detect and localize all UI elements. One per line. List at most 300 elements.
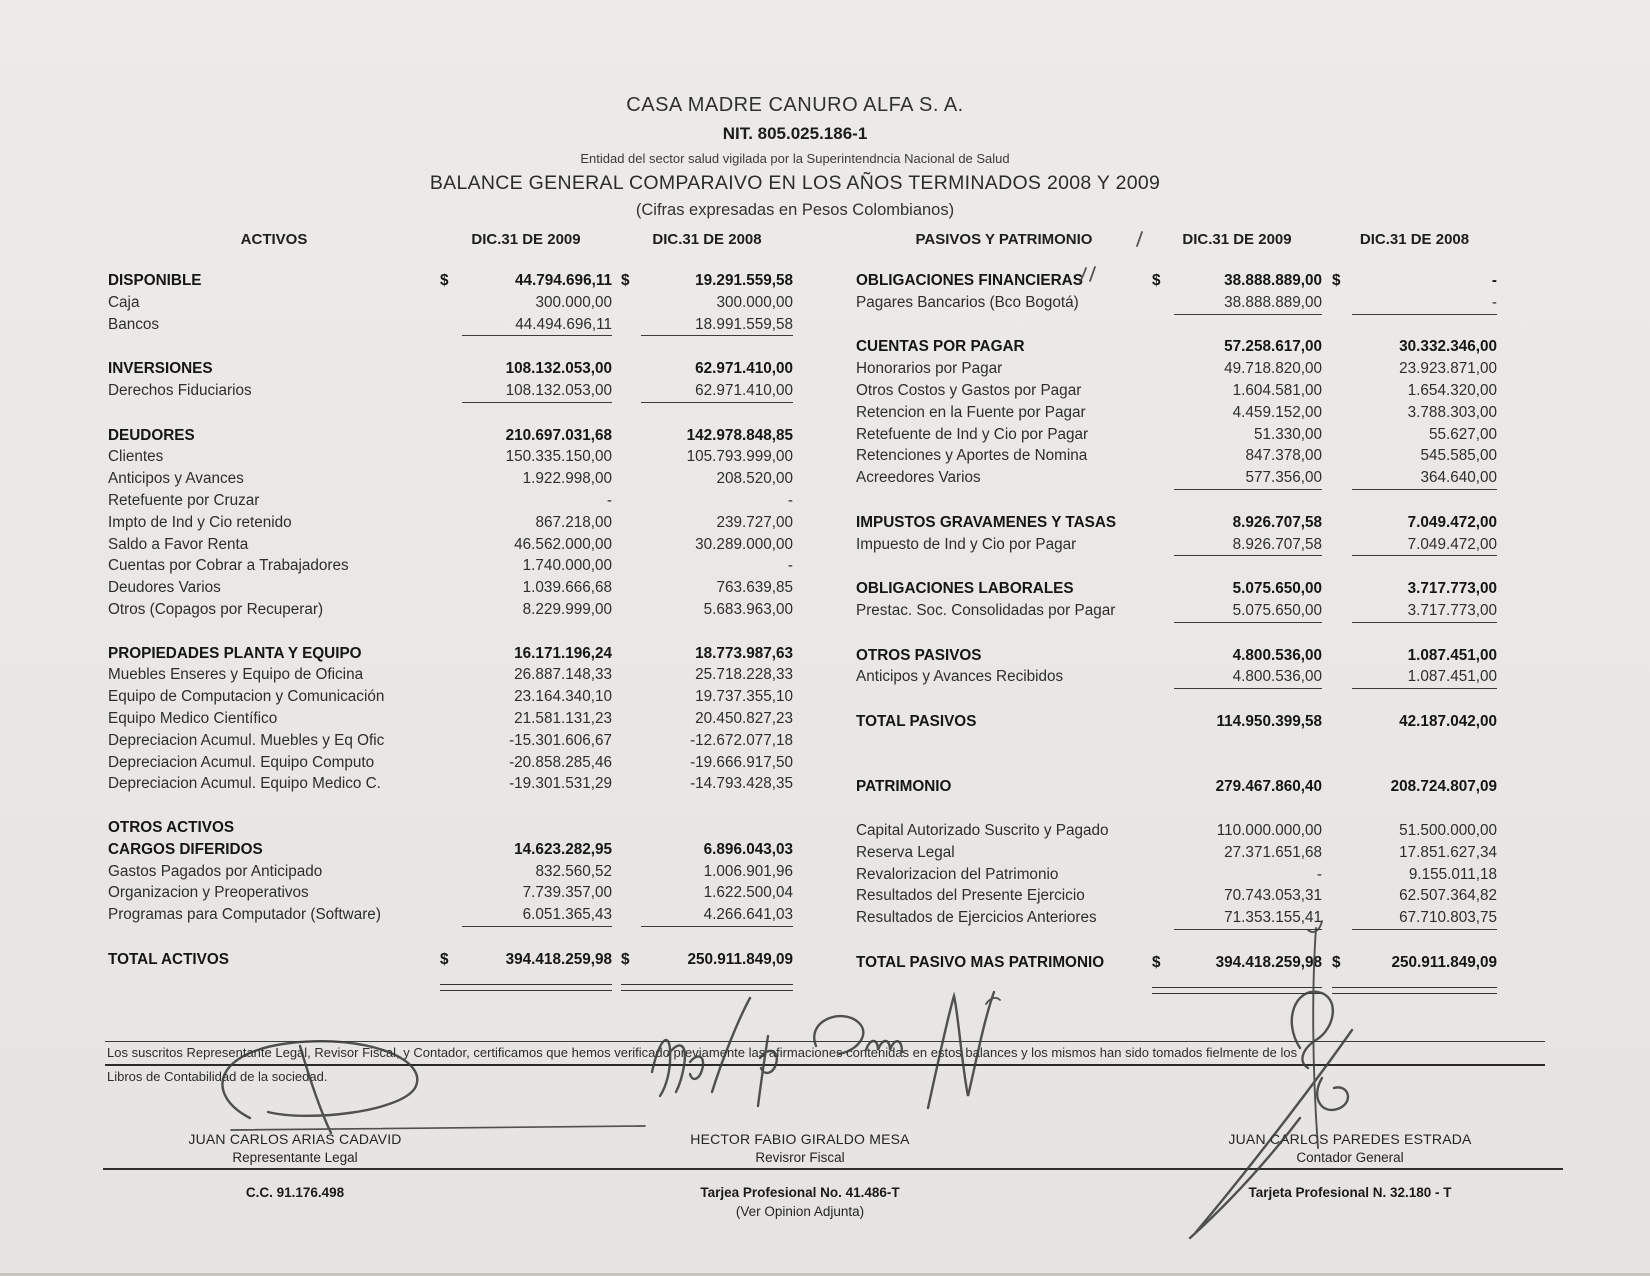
right-item-row <box>856 907 1506 930</box>
column-header-2008: DIC.31 DE 2008 <box>652 231 762 248</box>
right-item-row <box>856 380 1506 402</box>
column-gap <box>1322 512 1332 534</box>
value-2008: 30.332.346,00 <box>1399 338 1497 356</box>
left-total-rule-row <box>108 982 800 991</box>
column-gap <box>1322 864 1332 886</box>
right-spacer-row <box>856 930 1506 952</box>
value-2008: 250.911.849,09 <box>1391 953 1497 971</box>
dollar-sign <box>621 555 641 577</box>
value-2009: 44.794.696,11 <box>515 272 612 289</box>
column-gap <box>1322 842 1332 864</box>
value-2008: 208.520,00 <box>716 470 793 488</box>
right-section-row <box>856 645 1506 667</box>
company-nit: NIT. 805.025.186-1 <box>722 124 868 143</box>
liabilities-panel <box>856 228 1506 994</box>
row-label: Pagares Bancarios (Bco Bogotá) <box>856 293 1079 311</box>
column-gap <box>1322 952 1332 974</box>
value-2009: 1.740.000,00 <box>522 557 612 575</box>
column-gap <box>612 599 621 621</box>
value-2008: 545.585,00 <box>1420 447 1497 465</box>
left-section-row <box>108 949 800 971</box>
value-2009: 1.604.581,00 <box>1232 381 1322 399</box>
row-label: IMPUSTOS GRAVAMENES Y TASAS <box>856 513 1117 531</box>
assets-panel <box>108 228 800 991</box>
value-2008: 105.793.999,00 <box>686 448 793 466</box>
column-gap <box>612 686 621 708</box>
dollar-sign <box>440 752 462 774</box>
column-gap <box>612 752 621 774</box>
row-label: TOTAL PASIVOS <box>856 712 977 730</box>
liabilities-rows <box>856 270 1506 994</box>
value-2009: 46.562.000,00 <box>514 535 612 553</box>
right-item-row <box>856 292 1506 315</box>
value-2009: 108.132.053,00 <box>505 360 612 378</box>
left-section-row <box>108 839 800 861</box>
row-label: Impto de Ind y Cio retenido <box>108 513 292 531</box>
value-2008 <box>641 817 793 839</box>
row-label: Depreciacion Acumul. Equipo Computo <box>108 753 375 771</box>
value-2009: 210.697.031,68 <box>505 426 612 444</box>
dollar-sign: $ <box>1332 272 1341 289</box>
right-section-row <box>856 578 1506 600</box>
total-double-rule <box>1152 987 1322 994</box>
value-2009: 8.926.707,58 <box>1174 534 1322 557</box>
certification-line1: Los suscritos Representante Legal, Revisor Fiscal, y Contador, certificamos que hemos verificado previamente las afirmaciones contenidas en estos balances y los mismos han sido tomados fielmente de los <box>105 1041 1545 1066</box>
dollar-sign <box>621 882 641 904</box>
dollar-sign <box>1332 292 1352 315</box>
row-label: Saldo a Favor Renta <box>108 535 249 553</box>
value-2009: 577.356,00 <box>1174 467 1322 490</box>
column-gap <box>612 228 621 252</box>
column-gap <box>612 839 621 861</box>
dollar-sign <box>1152 907 1174 930</box>
column-gap <box>612 358 621 380</box>
row-label: TOTAL ACTIVOS <box>108 950 229 968</box>
value-2009: 14.623.282,95 <box>514 840 612 858</box>
value-2008: -12.672.077,18 <box>690 731 793 749</box>
assets-column-headers <box>108 228 800 252</box>
dollar-sign <box>621 664 641 686</box>
dollar-sign <box>1152 645 1174 667</box>
liabilities-column-headers <box>856 228 1506 252</box>
column-gap <box>1322 467 1332 490</box>
dollar-sign <box>1152 666 1174 689</box>
value-2009: 114.950.399,58 <box>1216 712 1322 730</box>
row-label: Equipo de Computacion y Comunicación <box>108 688 385 706</box>
dollar-sign: $ <box>440 950 449 968</box>
row-label: Deudores Varios <box>108 579 221 597</box>
value-2008: 1.087.451,00 <box>1352 666 1497 689</box>
left-item-row <box>108 708 800 730</box>
dollar-sign <box>1152 402 1174 424</box>
dollar-sign <box>1152 336 1174 358</box>
value-2009: 5.075.650,00 <box>1232 580 1322 598</box>
value-2008: 30.289.000,00 <box>695 535 793 553</box>
left-item-row <box>108 577 800 599</box>
right-spacer-row <box>856 798 1506 820</box>
column-gap <box>1322 270 1332 292</box>
dollar-sign: $ <box>440 272 449 289</box>
column-header-2009: DIC.31 DE 2009 <box>471 231 581 248</box>
column-gap <box>612 446 621 468</box>
column-gap <box>612 577 621 599</box>
row-label: Anticipos y Avances <box>108 470 244 488</box>
value-2008: 364.640,00 <box>1352 467 1497 490</box>
row-label: Resultados de Ejercicios Anteriores <box>856 909 1097 927</box>
dollar-sign <box>1332 907 1352 930</box>
value-2009: 1.039.666,68 <box>522 579 612 597</box>
column-gap <box>612 730 621 752</box>
dollar-sign: $ <box>1332 953 1341 971</box>
total-double-rule <box>1332 987 1497 994</box>
row-label: INVERSIONES <box>108 360 213 378</box>
right-section-row <box>856 776 1506 798</box>
left-item-row <box>108 292 800 314</box>
value-2009: 57.258.617,00 <box>1224 338 1322 356</box>
left-spacer-row <box>108 795 800 817</box>
value-2008: 18.773.987,63 <box>695 644 793 662</box>
row-label: Reserva Legal <box>856 843 955 861</box>
value-2009: 23.164.340,10 <box>514 688 612 706</box>
column-gap <box>612 425 621 447</box>
dollar-sign <box>621 512 641 534</box>
row-label: CUENTAS POR PAGAR <box>856 338 1025 356</box>
value-2009: 71.353.155,41 <box>1174 907 1322 930</box>
left-item-row <box>108 446 800 468</box>
right-item-row <box>856 534 1506 557</box>
column-gap <box>1322 358 1332 380</box>
column-gap <box>1322 336 1332 358</box>
value-2009: 394.418.259,98 <box>505 950 612 968</box>
dollar-sign <box>621 686 641 708</box>
column-gap <box>612 949 621 971</box>
dollar-sign <box>1332 885 1352 907</box>
row-label: OBLIGACIONES FINANCIERAS <box>856 272 1083 289</box>
value-2008: 67.710.803,75 <box>1352 907 1497 930</box>
value-2009: 38.888.889,00 <box>1174 292 1322 315</box>
right-item-row <box>856 402 1506 424</box>
right-item-row <box>856 358 1506 380</box>
dollar-sign <box>1332 711 1352 733</box>
left-spacer-row <box>108 621 800 643</box>
column-gap <box>1322 292 1332 315</box>
value-2008: 763.639,85 <box>716 579 793 597</box>
dollar-sign: $ <box>1152 953 1161 971</box>
column-gap <box>612 314 621 337</box>
column-header-2009: DIC.31 DE 2009 <box>1182 231 1292 248</box>
row-label: DEUDORES <box>108 426 195 444</box>
value-2009: 150.335.150,00 <box>505 448 612 466</box>
column-gap <box>612 882 621 904</box>
value-2008: 1.006.901,96 <box>703 862 793 880</box>
dollar-sign <box>440 358 462 380</box>
right-spacer-row <box>856 315 1506 337</box>
dollar-sign <box>1152 467 1174 490</box>
column-gap <box>612 468 621 490</box>
value-2009: 70.743.053,31 <box>1224 887 1322 905</box>
dollar-sign <box>621 490 641 512</box>
value-2008: 51.500.000,00 <box>1399 821 1497 839</box>
value-2008: -14.793.428,35 <box>690 775 793 793</box>
value-2008: 5.683.963,00 <box>703 600 793 618</box>
right-section-row <box>856 270 1506 292</box>
row-label: TOTAL PASIVO MAS PATRIMONIO <box>856 953 1105 971</box>
row-label: Capital Autorizado Suscrito y Pagado <box>856 821 1109 839</box>
value-2008: 42.187.042,00 <box>1399 712 1497 730</box>
value-2008: 6.896.043,03 <box>703 840 793 858</box>
row-label: Otros (Copagos por Recuperar) <box>108 600 324 618</box>
right-spacer-row <box>856 623 1506 645</box>
column-header-activos: ACTIVOS <box>240 231 308 248</box>
column-gap <box>1322 776 1332 798</box>
right-item-row <box>856 864 1506 886</box>
signature-block-legal-representative <box>130 1131 460 1200</box>
dollar-sign <box>1152 842 1174 864</box>
dollar-sign <box>1332 645 1352 667</box>
dollar-sign <box>1152 885 1174 907</box>
row-label: Honorarios por Pagar <box>856 360 1003 378</box>
value-2008: 208.724.807,09 <box>1390 778 1497 796</box>
value-2008: 18.991.559,58 <box>641 314 793 337</box>
right-item-row <box>856 666 1506 689</box>
row-label: CARGOS DIFERIDOS <box>108 840 263 858</box>
dollar-sign <box>440 882 462 904</box>
column-gap <box>1322 711 1332 733</box>
signer-name: JUAN CARLOS PAREDES ESTRADA <box>1228 1131 1472 1147</box>
column-gap <box>1322 228 1332 252</box>
value-2009: 300.000,00 <box>535 293 612 311</box>
value-2009: 7.739.357,00 <box>522 884 612 902</box>
dollar-sign <box>440 446 462 468</box>
column-gap <box>1322 534 1332 557</box>
column-header-pasivos: PASIVOS Y PATRIMONIO <box>915 231 1093 248</box>
value-2009: 5.075.650,00 <box>1174 600 1322 623</box>
signer-name: HECTOR FABIO GIRALDO MESA <box>690 1131 910 1147</box>
value-2009: 1.922.998,00 <box>522 470 612 488</box>
row-label: OTROS ACTIVOS <box>108 818 235 836</box>
total-double-rule <box>440 984 612 991</box>
value-2009: 6.051.365,43 <box>462 904 612 927</box>
value-2009: 49.718.820,00 <box>1224 360 1322 378</box>
row-label <box>108 982 440 991</box>
column-gap <box>1322 885 1332 907</box>
value-2008: 7.049.472,00 <box>1407 513 1497 531</box>
dollar-sign <box>621 292 641 314</box>
dollar-sign <box>440 773 462 795</box>
dollar-sign <box>621 599 641 621</box>
column-gap <box>1322 666 1332 689</box>
right-item-row <box>856 445 1506 467</box>
column-gap <box>1322 600 1332 623</box>
signer-card: Tarjeta Profesional N. 32.180 - T <box>1248 1185 1452 1200</box>
value-2009: 279.467.860,40 <box>1215 778 1322 796</box>
dollar-sign <box>1152 534 1174 557</box>
dollar-sign <box>1152 578 1174 600</box>
left-item-row <box>108 773 800 795</box>
left-item-row <box>108 534 800 556</box>
left-item-row <box>108 599 800 621</box>
column-gap <box>1322 445 1332 467</box>
row-label: Depreciacion Acumul. Equipo Medico C. <box>108 775 381 793</box>
dollar-sign <box>621 730 641 752</box>
row-label: Retencion en la Fuente por Pagar <box>856 403 1086 421</box>
column-gap <box>612 664 621 686</box>
dollar-sign <box>1332 402 1352 424</box>
column-gap <box>612 490 621 512</box>
row-label: Anticipos y Avances Recibidos <box>856 668 1064 686</box>
value-2009: 4.459.152,00 <box>1232 403 1322 421</box>
dollar-sign <box>621 425 641 447</box>
row-label: OBLIGACIONES LABORALES <box>856 580 1074 598</box>
row-label: Otros Costos y Gastos por Pagar <box>856 381 1082 399</box>
dollar-sign <box>440 380 462 403</box>
dollar-sign <box>1332 776 1352 798</box>
column-gap <box>612 534 621 556</box>
column-gap <box>1322 578 1332 600</box>
right-section-row <box>856 952 1506 974</box>
value-2009: 394.418.259,98 <box>1215 953 1322 971</box>
dollar-sign <box>1332 534 1352 557</box>
dollar-sign <box>440 314 462 337</box>
column-gap <box>1322 645 1332 667</box>
right-item-row <box>856 600 1506 623</box>
dollar-sign <box>1152 358 1174 380</box>
dollar-sign <box>621 380 641 403</box>
dollar-sign <box>621 468 641 490</box>
column-gap <box>1322 402 1332 424</box>
column-header-2008: DIC.31 DE 2008 <box>1359 231 1470 248</box>
value-2009: 26.887.148,33 <box>514 666 612 684</box>
value-2009: -20.858.285,46 <box>509 753 612 771</box>
value-2008: - <box>787 491 793 509</box>
value-2008: 300.000,00 <box>716 293 793 311</box>
value-2008: 4.266.641,03 <box>641 904 793 927</box>
row-label: Derechos Fiduciarios <box>108 381 252 399</box>
value-2008: 1.087.451,00 <box>1407 646 1497 664</box>
row-label: Clientes <box>108 448 164 466</box>
value-2008: 62.971.410,00 <box>695 360 793 378</box>
column-gap <box>612 708 621 730</box>
column-gap <box>612 643 621 665</box>
column-gap <box>612 904 621 927</box>
column-gap <box>1322 820 1332 842</box>
row-label: PROPIEDADES PLANTA Y EQUIPO <box>108 644 362 662</box>
value-2008: 23.923.871,00 <box>1399 360 1497 378</box>
value-2009: 8.926.707,58 <box>1232 513 1322 531</box>
dollar-sign <box>1332 336 1352 358</box>
dollar-sign <box>440 904 462 927</box>
value-2009: 27.371.651,68 <box>1224 843 1322 861</box>
value-2008: 62.507.364,82 <box>1399 887 1497 905</box>
dollar-sign <box>440 686 462 708</box>
column-gap <box>612 555 621 577</box>
left-item-row <box>108 882 800 904</box>
row-label: Bancos <box>108 315 160 333</box>
dollar-sign <box>440 490 462 512</box>
value-2008: 1.622.500,04 <box>703 884 793 902</box>
value-2009: 51.330,00 <box>1253 425 1322 443</box>
dollar-sign <box>1332 842 1352 864</box>
value-2009: 832.560,52 <box>535 862 612 880</box>
row-label: Equipo Medico Científico <box>108 709 278 727</box>
left-spacer-row <box>108 336 800 358</box>
dollar-sign <box>440 839 462 861</box>
dollar-sign <box>1152 864 1174 886</box>
value-2008: 19.291.559,58 <box>695 272 793 289</box>
value-2009: 16.171.196,24 <box>514 644 612 662</box>
dollar-sign <box>440 425 462 447</box>
right-item-row <box>856 842 1506 864</box>
row-label: Revalorizacion del Patrimonio <box>856 865 1059 883</box>
right-spacer-row <box>856 733 1506 755</box>
dollar-sign <box>440 861 462 883</box>
row-label: Cuentas por Cobrar a Trabajadores <box>108 557 349 575</box>
total-double-rule <box>621 984 793 991</box>
value-2008: -19.666.917,50 <box>690 753 793 771</box>
value-2008: - <box>1352 292 1497 315</box>
right-spacer-row <box>856 755 1506 777</box>
value-2009: 110.000.000,00 <box>1216 821 1322 839</box>
dollar-sign <box>1332 358 1352 380</box>
value-2009: -19.301.531,29 <box>509 775 612 793</box>
dollar-sign <box>1332 424 1352 446</box>
value-2008: 7.049.472,00 <box>1352 534 1497 557</box>
dollar-sign <box>621 904 641 927</box>
column-gap <box>612 773 621 795</box>
row-label: Organizacion y Preoperativos <box>108 884 309 902</box>
left-section-row <box>108 270 800 292</box>
dollar-sign <box>1332 512 1352 534</box>
dollar-sign <box>1152 380 1174 402</box>
column-gap <box>612 817 621 839</box>
dollar-sign <box>621 358 641 380</box>
row-label: Gastos Pagados por Anticipado <box>108 862 323 880</box>
value-2009: 108.132.053,00 <box>462 380 612 403</box>
value-2008: 55.627,00 <box>1428 425 1497 443</box>
value-2008: 250.911.849,09 <box>687 950 793 968</box>
dollar-sign <box>1332 864 1352 886</box>
row-label <box>856 985 1152 994</box>
value-2008: 3.717.773,00 <box>1352 600 1497 623</box>
value-2008: 239.727,00 <box>716 513 793 531</box>
right-item-row <box>856 885 1506 907</box>
column-gap <box>612 292 621 314</box>
value-2008: 62.971.410,00 <box>641 380 793 403</box>
dollar-sign <box>1332 445 1352 467</box>
signer-role: Representante Legal <box>232 1150 358 1165</box>
signer-note: (Ver Opinion Adjunta) <box>735 1204 865 1219</box>
left-item-row <box>108 555 800 577</box>
dollar-sign <box>1152 424 1174 446</box>
dollar-sign <box>440 664 462 686</box>
signature-block-fiscal-auditor <box>630 1131 970 1219</box>
entity-line: Entidad del sector salud vigilada por la Superintendncia Nacional de Salud <box>580 151 1010 166</box>
row-label: Prestac. Soc. Consolidadas por Pagar <box>856 601 1116 619</box>
certification-block <box>105 1041 1545 1084</box>
value-2009: 4.800.536,00 <box>1232 646 1322 664</box>
dollar-sign: $ <box>621 950 630 968</box>
right-section-row <box>856 711 1506 733</box>
value-2009 <box>462 817 612 839</box>
dollar-sign <box>621 861 641 883</box>
column-gap <box>1322 380 1332 402</box>
left-section-row <box>108 643 800 665</box>
value-2008: 9.155.011,18 <box>1408 865 1497 883</box>
dollar-sign <box>1152 711 1174 733</box>
signature-block-accountant <box>1180 1131 1520 1200</box>
dollar-sign <box>1152 512 1174 534</box>
right-section-row <box>856 336 1506 358</box>
